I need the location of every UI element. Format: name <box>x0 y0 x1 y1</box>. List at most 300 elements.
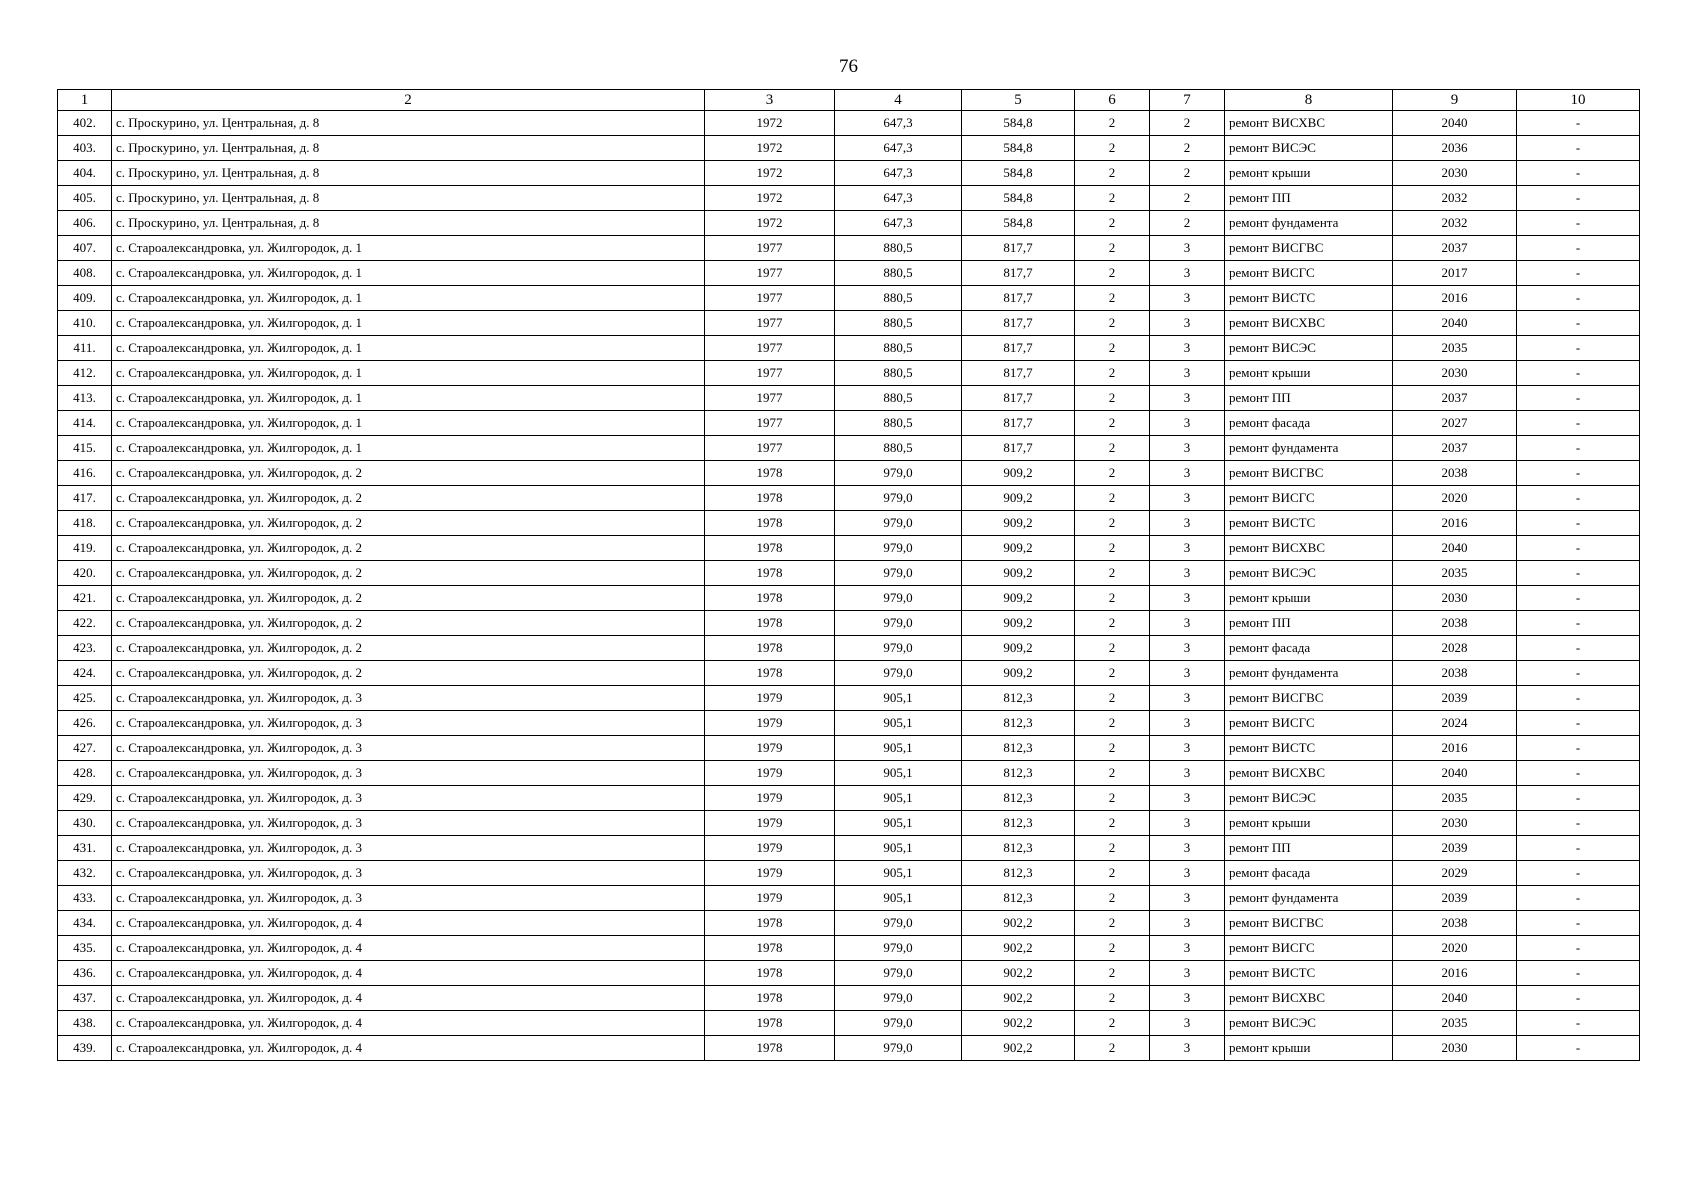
cell-address: с. Староалександровка, ул. Жилгородок, д. 3 <box>112 736 705 761</box>
cell-work-type: ремонт фасада <box>1225 636 1393 661</box>
cell-living-area: 584,8 <box>962 111 1075 136</box>
cell-address: с. Староалександровка, ул. Жилгородок, д. 4 <box>112 986 705 1011</box>
cell-year-built: 1978 <box>705 1036 835 1061</box>
cell-entrances: 2 <box>1075 461 1150 486</box>
cell-total-area: 979,0 <box>835 486 962 511</box>
cell-total-area: 647,3 <box>835 111 962 136</box>
cell-living-area: 909,2 <box>962 536 1075 561</box>
page-number: 76 <box>839 56 858 77</box>
cell-entrances: 2 <box>1075 136 1150 161</box>
cell-note: - <box>1517 711 1640 736</box>
cell-planned-year: 2039 <box>1393 836 1517 861</box>
cell-entrances: 2 <box>1075 861 1150 886</box>
cell-planned-year: 2035 <box>1393 336 1517 361</box>
cell-work-type: ремонт ВИСГС <box>1225 261 1393 286</box>
cell-total-area: 979,0 <box>835 561 962 586</box>
cell-floors: 3 <box>1150 661 1225 686</box>
cell-planned-year: 2024 <box>1393 711 1517 736</box>
cell-row-number: 427. <box>58 736 112 761</box>
table-row <box>58 861 1640 886</box>
cell-total-area: 647,3 <box>835 161 962 186</box>
cell-floors: 3 <box>1150 711 1225 736</box>
cell-work-type: ремонт ВИСХВС <box>1225 761 1393 786</box>
cell-planned-year: 2039 <box>1393 686 1517 711</box>
cell-note: - <box>1517 136 1640 161</box>
cell-planned-year: 2020 <box>1393 936 1517 961</box>
cell-row-number: 431. <box>58 836 112 861</box>
cell-floors: 3 <box>1150 986 1225 1011</box>
cell-entrances: 2 <box>1075 511 1150 536</box>
table-row <box>58 736 1640 761</box>
table-row <box>58 511 1640 536</box>
cell-year-built: 1978 <box>705 961 835 986</box>
cell-address: с. Староалександровка, ул. Жилгородок, д. 2 <box>112 586 705 611</box>
cell-floors: 2 <box>1150 161 1225 186</box>
cell-address: с. Староалександровка, ул. Жилгородок, д. 3 <box>112 686 705 711</box>
cell-year-built: 1979 <box>705 811 835 836</box>
cell-floors: 3 <box>1150 286 1225 311</box>
cell-total-area: 979,0 <box>835 511 962 536</box>
column-header-5: 5 <box>962 90 1075 111</box>
cell-row-number: 409. <box>58 286 112 311</box>
cell-row-number: 424. <box>58 661 112 686</box>
cell-address: с. Староалександровка, ул. Жилгородок, д. 3 <box>112 861 705 886</box>
table-row <box>58 636 1640 661</box>
cell-total-area: 905,1 <box>835 686 962 711</box>
cell-row-number: 421. <box>58 586 112 611</box>
header-row <box>58 90 1640 111</box>
cell-year-built: 1972 <box>705 211 835 236</box>
cell-work-type: ремонт ВИСЭС <box>1225 1011 1393 1036</box>
cell-floors: 3 <box>1150 386 1225 411</box>
cell-year-built: 1977 <box>705 311 835 336</box>
cell-total-area: 880,5 <box>835 436 962 461</box>
cell-entrances: 2 <box>1075 186 1150 211</box>
cell-living-area: 817,7 <box>962 336 1075 361</box>
cell-planned-year: 2020 <box>1393 486 1517 511</box>
cell-living-area: 909,2 <box>962 636 1075 661</box>
cell-entrances: 2 <box>1075 1036 1150 1061</box>
table-row <box>58 486 1640 511</box>
cell-row-number: 406. <box>58 211 112 236</box>
cell-note: - <box>1517 961 1640 986</box>
cell-floors: 3 <box>1150 786 1225 811</box>
cell-planned-year: 2037 <box>1393 386 1517 411</box>
cell-row-number: 437. <box>58 986 112 1011</box>
cell-planned-year: 2027 <box>1393 411 1517 436</box>
cell-floors: 2 <box>1150 211 1225 236</box>
cell-floors: 3 <box>1150 561 1225 586</box>
cell-row-number: 430. <box>58 811 112 836</box>
cell-address: с. Староалександровка, ул. Жилгородок, д. 4 <box>112 911 705 936</box>
cell-total-area: 880,5 <box>835 261 962 286</box>
cell-note: - <box>1517 661 1640 686</box>
cell-address: с. Староалександровка, ул. Жилгородок, д. 3 <box>112 761 705 786</box>
cell-total-area: 880,5 <box>835 336 962 361</box>
cell-row-number: 412. <box>58 361 112 386</box>
cell-floors: 3 <box>1150 586 1225 611</box>
cell-year-built: 1977 <box>705 361 835 386</box>
cell-floors: 3 <box>1150 511 1225 536</box>
table-row <box>58 836 1640 861</box>
cell-total-area: 880,5 <box>835 411 962 436</box>
cell-planned-year: 2035 <box>1393 561 1517 586</box>
cell-note: - <box>1517 286 1640 311</box>
cell-floors: 3 <box>1150 736 1225 761</box>
cell-total-area: 905,1 <box>835 786 962 811</box>
cell-planned-year: 2039 <box>1393 886 1517 911</box>
cell-entrances: 2 <box>1075 236 1150 261</box>
cell-work-type: ремонт ВИСЭС <box>1225 136 1393 161</box>
cell-floors: 3 <box>1150 236 1225 261</box>
cell-work-type: ремонт крыши <box>1225 586 1393 611</box>
table-body <box>58 111 1640 1061</box>
cell-living-area: 817,7 <box>962 386 1075 411</box>
table-row <box>58 886 1640 911</box>
cell-living-area: 902,2 <box>962 911 1075 936</box>
cell-total-area: 905,1 <box>835 811 962 836</box>
table-row <box>58 386 1640 411</box>
cell-work-type: ремонт ВИСГС <box>1225 711 1393 736</box>
cell-note: - <box>1517 736 1640 761</box>
cell-planned-year: 2040 <box>1393 311 1517 336</box>
cell-living-area: 909,2 <box>962 461 1075 486</box>
cell-living-area: 584,8 <box>962 136 1075 161</box>
cell-planned-year: 2032 <box>1393 211 1517 236</box>
cell-note: - <box>1517 586 1640 611</box>
cell-row-number: 429. <box>58 786 112 811</box>
column-header-1: 1 <box>58 90 112 111</box>
cell-work-type: ремонт фундамента <box>1225 436 1393 461</box>
cell-floors: 3 <box>1150 811 1225 836</box>
cell-entrances: 2 <box>1075 636 1150 661</box>
cell-note: - <box>1517 511 1640 536</box>
table-row <box>58 161 1640 186</box>
cell-work-type: ремонт ВИСТС <box>1225 286 1393 311</box>
cell-work-type: ремонт ПП <box>1225 836 1393 861</box>
cell-planned-year: 2029 <box>1393 861 1517 886</box>
cell-year-built: 1977 <box>705 336 835 361</box>
table-row <box>58 286 1640 311</box>
cell-year-built: 1978 <box>705 611 835 636</box>
table-row <box>58 311 1640 336</box>
cell-work-type: ремонт ВИСЭС <box>1225 786 1393 811</box>
cell-living-area: 812,3 <box>962 836 1075 861</box>
cell-floors: 2 <box>1150 136 1225 161</box>
cell-address: с. Староалександровка, ул. Жилгородок, д. 2 <box>112 486 705 511</box>
cell-note: - <box>1517 311 1640 336</box>
cell-address: с. Староалександровка, ул. Жилгородок, д. 1 <box>112 286 705 311</box>
cell-floors: 3 <box>1150 536 1225 561</box>
cell-total-area: 979,0 <box>835 1011 962 1036</box>
cell-year-built: 1979 <box>705 861 835 886</box>
cell-note: - <box>1517 811 1640 836</box>
cell-row-number: 435. <box>58 936 112 961</box>
cell-note: - <box>1517 986 1640 1011</box>
cell-work-type: ремонт фасада <box>1225 411 1393 436</box>
cell-work-type: ремонт ВИСГВС <box>1225 236 1393 261</box>
cell-year-built: 1978 <box>705 936 835 961</box>
cell-row-number: 407. <box>58 236 112 261</box>
cell-total-area: 905,1 <box>835 711 962 736</box>
cell-living-area: 909,2 <box>962 486 1075 511</box>
cell-row-number: 416. <box>58 461 112 486</box>
cell-total-area: 979,0 <box>835 911 962 936</box>
cell-row-number: 404. <box>58 161 112 186</box>
cell-work-type: ремонт ВИСЭС <box>1225 336 1393 361</box>
cell-address: с. Староалександровка, ул. Жилгородок, д. 3 <box>112 886 705 911</box>
cell-work-type: ремонт крыши <box>1225 1036 1393 1061</box>
cell-year-built: 1977 <box>705 386 835 411</box>
cell-living-area: 902,2 <box>962 936 1075 961</box>
cell-entrances: 2 <box>1075 486 1150 511</box>
cell-living-area: 909,2 <box>962 661 1075 686</box>
cell-address: с. Староалександровка, ул. Жилгородок, д. 1 <box>112 336 705 361</box>
cell-living-area: 902,2 <box>962 986 1075 1011</box>
table-row <box>58 561 1640 586</box>
cell-floors: 3 <box>1150 961 1225 986</box>
cell-floors: 2 <box>1150 186 1225 211</box>
cell-total-area: 979,0 <box>835 661 962 686</box>
column-header-3: 3 <box>705 90 835 111</box>
cell-total-area: 880,5 <box>835 361 962 386</box>
cell-work-type: ремонт ВИСЭС <box>1225 561 1393 586</box>
cell-address: с. Староалександровка, ул. Жилгородок, д. 1 <box>112 361 705 386</box>
cell-planned-year: 2016 <box>1393 736 1517 761</box>
cell-work-type: ремонт ПП <box>1225 386 1393 411</box>
cell-work-type: ремонт крыши <box>1225 811 1393 836</box>
cell-work-type: ремонт ВИСХВС <box>1225 111 1393 136</box>
cell-living-area: 812,3 <box>962 736 1075 761</box>
cell-address: с. Староалександровка, ул. Жилгородок, д. 3 <box>112 786 705 811</box>
cell-living-area: 909,2 <box>962 611 1075 636</box>
cell-row-number: 413. <box>58 386 112 411</box>
cell-entrances: 2 <box>1075 611 1150 636</box>
cell-year-built: 1979 <box>705 836 835 861</box>
cell-work-type: ремонт ВИСТС <box>1225 736 1393 761</box>
cell-living-area: 817,7 <box>962 361 1075 386</box>
cell-address: с. Староалександровка, ул. Жилгородок, д. 2 <box>112 561 705 586</box>
cell-note: - <box>1517 686 1640 711</box>
cell-living-area: 817,7 <box>962 311 1075 336</box>
cell-living-area: 584,8 <box>962 161 1075 186</box>
cell-row-number: 410. <box>58 311 112 336</box>
cell-row-number: 434. <box>58 911 112 936</box>
cell-year-built: 1978 <box>705 536 835 561</box>
cell-row-number: 411. <box>58 336 112 361</box>
cell-note: - <box>1517 161 1640 186</box>
cell-total-area: 905,1 <box>835 836 962 861</box>
table-row <box>58 936 1640 961</box>
cell-planned-year: 2016 <box>1393 511 1517 536</box>
cell-floors: 3 <box>1150 1011 1225 1036</box>
cell-address: с. Староалександровка, ул. Жилгородок, д. 4 <box>112 936 705 961</box>
cell-floors: 3 <box>1150 886 1225 911</box>
cell-planned-year: 2038 <box>1393 911 1517 936</box>
cell-floors: 2 <box>1150 111 1225 136</box>
cell-planned-year: 2037 <box>1393 436 1517 461</box>
cell-total-area: 979,0 <box>835 536 962 561</box>
cell-entrances: 2 <box>1075 886 1150 911</box>
cell-row-number: 420. <box>58 561 112 586</box>
cell-address: с. Староалександровка, ул. Жилгородок, д. 3 <box>112 836 705 861</box>
table-row <box>58 586 1640 611</box>
cell-year-built: 1978 <box>705 661 835 686</box>
cell-address: с. Староалександровка, ул. Жилгородок, д. 1 <box>112 386 705 411</box>
table-row <box>58 661 1640 686</box>
cell-row-number: 425. <box>58 686 112 711</box>
cell-year-built: 1978 <box>705 511 835 536</box>
cell-floors: 3 <box>1150 486 1225 511</box>
cell-note: - <box>1517 911 1640 936</box>
cell-year-built: 1978 <box>705 486 835 511</box>
cell-total-area: 979,0 <box>835 961 962 986</box>
cell-planned-year: 2030 <box>1393 586 1517 611</box>
cell-note: - <box>1517 361 1640 386</box>
cell-floors: 3 <box>1150 311 1225 336</box>
cell-address: с. Проскурино, ул. Центральная, д. 8 <box>112 111 705 136</box>
cell-row-number: 436. <box>58 961 112 986</box>
cell-total-area: 905,1 <box>835 761 962 786</box>
cell-row-number: 419. <box>58 536 112 561</box>
cell-row-number: 415. <box>58 436 112 461</box>
cell-floors: 3 <box>1150 861 1225 886</box>
cell-living-area: 909,2 <box>962 586 1075 611</box>
cell-year-built: 1977 <box>705 411 835 436</box>
cell-living-area: 584,8 <box>962 211 1075 236</box>
table-row <box>58 236 1640 261</box>
table-row <box>58 411 1640 436</box>
cell-planned-year: 2028 <box>1393 636 1517 661</box>
cell-entrances: 2 <box>1075 961 1150 986</box>
cell-note: - <box>1517 211 1640 236</box>
cell-total-area: 647,3 <box>835 136 962 161</box>
cell-work-type: ремонт ВИСГВС <box>1225 461 1393 486</box>
cell-address: с. Староалександровка, ул. Жилгородок, д. 3 <box>112 811 705 836</box>
cell-note: - <box>1517 611 1640 636</box>
cell-entrances: 2 <box>1075 111 1150 136</box>
cell-entrances: 2 <box>1075 686 1150 711</box>
cell-address: с. Староалександровка, ул. Жилгородок, д. 1 <box>112 411 705 436</box>
cell-work-type: ремонт фундамента <box>1225 886 1393 911</box>
cell-entrances: 2 <box>1075 361 1150 386</box>
cell-entrances: 2 <box>1075 736 1150 761</box>
cell-total-area: 880,5 <box>835 311 962 336</box>
table-row <box>58 711 1640 736</box>
cell-total-area: 647,3 <box>835 211 962 236</box>
table-row <box>58 111 1640 136</box>
cell-year-built: 1978 <box>705 911 835 936</box>
cell-address: с. Староалександровка, ул. Жилгородок, д. 1 <box>112 436 705 461</box>
cell-total-area: 979,0 <box>835 986 962 1011</box>
cell-total-area: 979,0 <box>835 636 962 661</box>
cell-address: с. Проскурино, ул. Центральная, д. 8 <box>112 136 705 161</box>
cell-row-number: 433. <box>58 886 112 911</box>
cell-total-area: 979,0 <box>835 586 962 611</box>
cell-living-area: 817,7 <box>962 286 1075 311</box>
cell-year-built: 1978 <box>705 1011 835 1036</box>
cell-note: - <box>1517 636 1640 661</box>
column-header-10: 10 <box>1517 90 1640 111</box>
cell-address: с. Староалександровка, ул. Жилгородок, д. 2 <box>112 661 705 686</box>
cell-planned-year: 2032 <box>1393 186 1517 211</box>
cell-note: - <box>1517 1011 1640 1036</box>
cell-planned-year: 2038 <box>1393 461 1517 486</box>
cell-living-area: 817,7 <box>962 236 1075 261</box>
cell-note: - <box>1517 536 1640 561</box>
cell-floors: 3 <box>1150 636 1225 661</box>
cell-note: - <box>1517 861 1640 886</box>
cell-entrances: 2 <box>1075 161 1150 186</box>
cell-row-number: 426. <box>58 711 112 736</box>
cell-floors: 3 <box>1150 611 1225 636</box>
cell-note: - <box>1517 786 1640 811</box>
cell-address: с. Староалександровка, ул. Жилгородок, д. 1 <box>112 236 705 261</box>
registry-table <box>57 89 1640 1061</box>
cell-note: - <box>1517 336 1640 361</box>
cell-floors: 3 <box>1150 1036 1225 1061</box>
cell-living-area: 902,2 <box>962 1036 1075 1061</box>
table-row <box>58 186 1640 211</box>
cell-planned-year: 2038 <box>1393 661 1517 686</box>
cell-address: с. Староалександровка, ул. Жилгородок, д. 2 <box>112 611 705 636</box>
cell-planned-year: 2035 <box>1393 1011 1517 1036</box>
cell-row-number: 439. <box>58 1036 112 1061</box>
cell-note: - <box>1517 561 1640 586</box>
table-row <box>58 136 1640 161</box>
table-row <box>58 436 1640 461</box>
cell-address: с. Староалександровка, ул. Жилгородок, д. 4 <box>112 1036 705 1061</box>
cell-total-area: 880,5 <box>835 286 962 311</box>
cell-entrances: 2 <box>1075 561 1150 586</box>
cell-living-area: 584,8 <box>962 186 1075 211</box>
cell-total-area: 905,1 <box>835 861 962 886</box>
cell-work-type: ремонт ВИСГВС <box>1225 686 1393 711</box>
cell-row-number: 423. <box>58 636 112 661</box>
cell-work-type: ремонт ПП <box>1225 611 1393 636</box>
cell-living-area: 812,3 <box>962 861 1075 886</box>
cell-row-number: 405. <box>58 186 112 211</box>
cell-total-area: 979,0 <box>835 461 962 486</box>
cell-entrances: 2 <box>1075 911 1150 936</box>
cell-total-area: 905,1 <box>835 886 962 911</box>
cell-living-area: 817,7 <box>962 261 1075 286</box>
cell-entrances: 2 <box>1075 1011 1150 1036</box>
cell-planned-year: 2030 <box>1393 161 1517 186</box>
cell-entrances: 2 <box>1075 386 1150 411</box>
cell-work-type: ремонт ВИСГВС <box>1225 911 1393 936</box>
cell-year-built: 1977 <box>705 236 835 261</box>
table-row <box>58 786 1640 811</box>
cell-note: - <box>1517 236 1640 261</box>
cell-work-type: ремонт ВИСГС <box>1225 936 1393 961</box>
cell-year-built: 1972 <box>705 186 835 211</box>
cell-row-number: 432. <box>58 861 112 886</box>
cell-floors: 3 <box>1150 936 1225 961</box>
cell-planned-year: 2030 <box>1393 361 1517 386</box>
cell-entrances: 2 <box>1075 661 1150 686</box>
cell-year-built: 1972 <box>705 136 835 161</box>
cell-year-built: 1979 <box>705 736 835 761</box>
cell-floors: 3 <box>1150 261 1225 286</box>
cell-living-area: 812,3 <box>962 711 1075 736</box>
cell-year-built: 1978 <box>705 636 835 661</box>
column-header-4: 4 <box>835 90 962 111</box>
cell-note: - <box>1517 1036 1640 1061</box>
cell-living-area: 812,3 <box>962 811 1075 836</box>
cell-work-type: ремонт фундамента <box>1225 661 1393 686</box>
cell-total-area: 905,1 <box>835 736 962 761</box>
